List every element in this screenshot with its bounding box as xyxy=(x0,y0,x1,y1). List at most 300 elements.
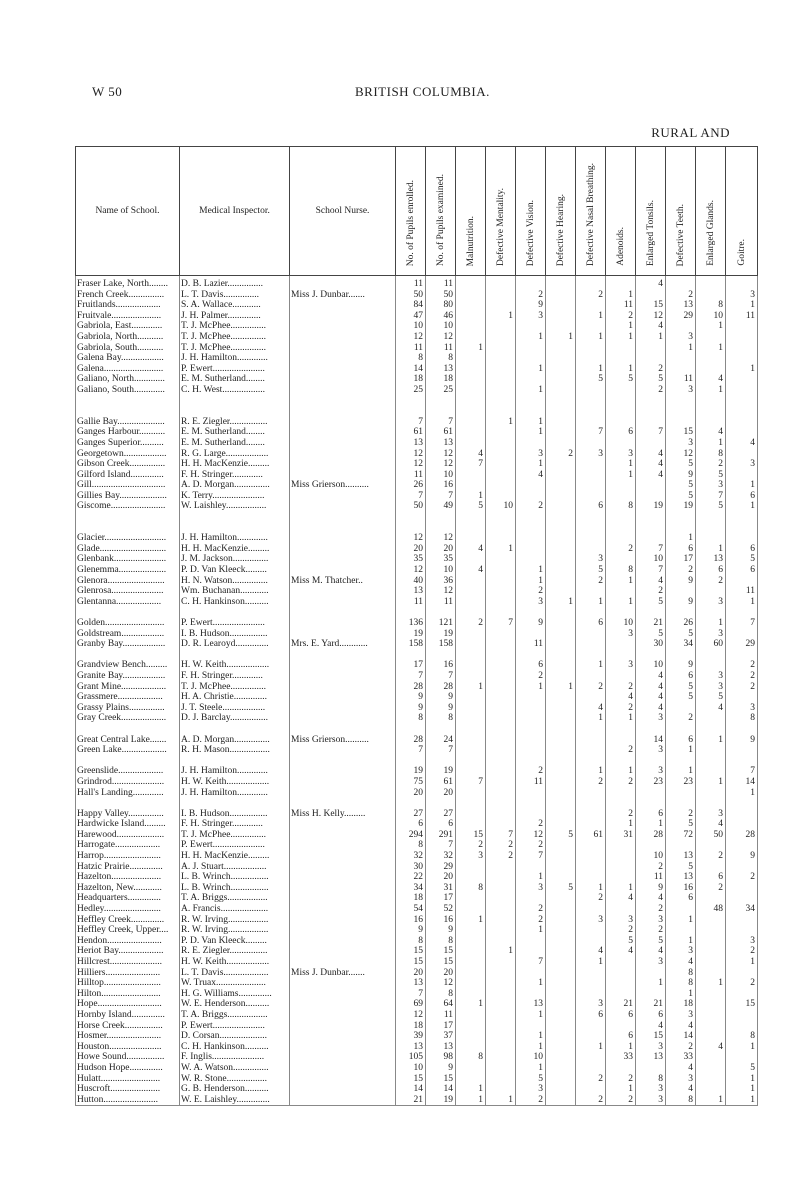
table-cell: 29 xyxy=(666,311,696,322)
table-row xyxy=(76,554,758,565)
table-cell xyxy=(456,809,486,820)
table-cell xyxy=(456,766,486,777)
table-cell: 5 xyxy=(666,459,696,470)
table-cell xyxy=(486,671,516,682)
table-cell: 2 xyxy=(726,671,758,682)
table-cell xyxy=(606,788,636,799)
table-cell: Miss H. Kelly......... xyxy=(290,809,396,820)
table-cell: H. N. Watson............... xyxy=(180,576,290,587)
table-cell: G. B. Henderson.......... xyxy=(180,1084,290,1095)
table-cell: 1 xyxy=(726,1084,758,1095)
table-cell: 4 xyxy=(636,276,666,290)
table-cell xyxy=(546,480,576,491)
table-cell: 13 xyxy=(426,364,456,375)
table-cell xyxy=(576,491,606,502)
table-cell xyxy=(606,798,636,809)
table-cell: 19 xyxy=(636,501,666,512)
table-cell xyxy=(636,989,666,1000)
table-cell xyxy=(290,798,396,809)
table-cell: 12 xyxy=(396,332,426,343)
table-cell: J. M. Jackson............... xyxy=(180,554,290,565)
table-cell xyxy=(696,353,726,364)
table-cell xyxy=(290,904,396,915)
table-cell xyxy=(396,523,426,534)
table-cell: Greenslide................... xyxy=(76,766,180,777)
table-row xyxy=(76,893,758,904)
table-cell xyxy=(666,321,696,332)
table-cell xyxy=(290,745,396,756)
table-cell: 4 xyxy=(696,1042,726,1053)
table-cell: 5 xyxy=(636,597,666,608)
table-cell xyxy=(606,276,636,290)
table-cell xyxy=(516,724,546,735)
table-cell: 10 xyxy=(636,554,666,565)
table-cell: Gibson Creek............... xyxy=(76,459,180,470)
table-cell: 1 xyxy=(576,311,606,322)
table-cell: Hatzic Prairie.............. xyxy=(76,862,180,873)
table-cell: 16 xyxy=(426,480,456,491)
table-cell: 7 xyxy=(426,491,456,502)
table-cell: 12 xyxy=(396,565,426,576)
table-row xyxy=(76,300,758,311)
table-cell: 8 xyxy=(696,449,726,460)
table-cell xyxy=(546,999,576,1010)
table-cell xyxy=(696,946,726,957)
table-cell: 15 xyxy=(726,999,758,1010)
table-cell xyxy=(290,724,396,735)
table-row xyxy=(76,586,758,597)
table-cell xyxy=(546,904,576,915)
table-cell: 2 xyxy=(666,1042,696,1053)
table-cell: 2 xyxy=(606,1095,636,1106)
table-cell: D. R. Learoyd.............. xyxy=(180,639,290,650)
table-cell: A. D. Morgan............... xyxy=(180,735,290,746)
column-header: Defective Hearing. xyxy=(546,147,576,276)
table-cell: 1 xyxy=(606,290,636,301)
table-cell: 17 xyxy=(426,1021,456,1032)
table-cell xyxy=(606,851,636,862)
table-cell: Grindrod...................... xyxy=(76,777,180,788)
table-cell xyxy=(726,915,758,926)
table-cell: 3 xyxy=(516,311,546,322)
table-cell: 3 xyxy=(666,385,696,396)
table-cell: 17 xyxy=(426,893,456,904)
table-cell xyxy=(76,798,180,809)
table-cell xyxy=(290,523,396,534)
table-cell xyxy=(486,523,516,534)
table-cell: 1 xyxy=(666,533,696,544)
table-cell: 1 xyxy=(516,978,546,989)
table-cell: 15 xyxy=(396,957,426,968)
table-cell: 3 xyxy=(636,1084,666,1095)
table-cell xyxy=(666,512,696,523)
table-cell: 3 xyxy=(636,915,666,926)
table-cell xyxy=(486,872,516,883)
table-cell: 11 xyxy=(396,343,426,354)
table-cell xyxy=(456,1063,486,1074)
table-cell xyxy=(486,607,516,618)
table-cell: H. W. Keith.................. xyxy=(180,777,290,788)
table-cell xyxy=(486,756,516,767)
table-cell: 6 xyxy=(666,544,696,555)
table-cell: 60 xyxy=(696,639,726,650)
table-cell xyxy=(456,925,486,936)
table-cell: 25 xyxy=(396,385,426,396)
table-cell xyxy=(576,862,606,873)
table-cell: 6 xyxy=(606,1010,636,1021)
table-row xyxy=(76,276,758,290)
table-cell: Gilford Island.............. xyxy=(76,470,180,481)
table-row xyxy=(76,353,758,364)
table-row-spacer xyxy=(76,724,758,735)
table-cell xyxy=(636,512,666,523)
table-cell: 9 xyxy=(666,660,696,671)
table-cell: 3 xyxy=(606,629,636,640)
table-cell: 1 xyxy=(606,713,636,724)
table-cell: 2 xyxy=(696,883,726,894)
table-cell xyxy=(290,1010,396,1021)
table-cell: 10 xyxy=(636,851,666,862)
table-cell xyxy=(576,1063,606,1074)
table-cell: 7 xyxy=(396,745,426,756)
table-cell: Harrogate................... xyxy=(76,840,180,851)
table-cell xyxy=(486,565,516,576)
table-cell: 3 xyxy=(666,1074,696,1085)
table-cell: T. J. McPhee............... xyxy=(180,332,290,343)
table-cell: H. A. Christie.............. xyxy=(180,692,290,703)
table-cell xyxy=(486,554,516,565)
table-cell: P. Ewert...................... xyxy=(180,840,290,851)
table-cell xyxy=(576,989,606,1000)
table-cell xyxy=(546,1074,576,1085)
table-row xyxy=(76,840,758,851)
table-cell: 6 xyxy=(726,565,758,576)
table-cell xyxy=(456,512,486,523)
table-cell: 12 xyxy=(426,533,456,544)
table-cell xyxy=(486,999,516,1010)
table-cell xyxy=(726,745,758,756)
table-cell xyxy=(456,703,486,714)
table-cell: 11 xyxy=(396,597,426,608)
table-cell: 8 xyxy=(426,936,456,947)
table-cell: 1 xyxy=(606,459,636,470)
table-cell: 18 xyxy=(396,1021,426,1032)
table-cell: 25 xyxy=(426,385,456,396)
table-cell: 6 xyxy=(696,872,726,883)
table-cell: 69 xyxy=(396,999,426,1010)
table-cell xyxy=(546,523,576,534)
table-row xyxy=(76,915,758,926)
table-cell xyxy=(576,819,606,830)
table-cell: 10 xyxy=(516,1052,546,1063)
table-cell xyxy=(516,396,546,407)
table-cell xyxy=(290,449,396,460)
table-cell: Grassmere................... xyxy=(76,692,180,703)
table-cell: 1 xyxy=(636,332,666,343)
table-cell: 15 xyxy=(426,957,456,968)
table-row xyxy=(76,671,758,682)
table-cell xyxy=(546,660,576,671)
table-cell xyxy=(290,703,396,714)
column-header: Defective Vision. xyxy=(516,147,546,276)
table-cell: 26 xyxy=(396,480,426,491)
table-cell xyxy=(456,396,486,407)
table-cell: 7 xyxy=(426,417,456,428)
table-cell xyxy=(516,735,546,746)
table-cell: 3 xyxy=(666,438,696,449)
table-cell: 1 xyxy=(516,682,546,693)
table-cell: 1 xyxy=(696,1095,726,1106)
table-cell xyxy=(726,629,758,640)
table-cell xyxy=(516,692,546,703)
table-cell xyxy=(636,438,666,449)
table-cell: 2 xyxy=(516,290,546,301)
table-cell xyxy=(696,276,726,290)
table-cell xyxy=(546,819,576,830)
table-cell: 3 xyxy=(606,660,636,671)
table-cell xyxy=(456,724,486,735)
table-cell: T. J. McPhee............... xyxy=(180,343,290,354)
table-cell: Green Lake................... xyxy=(76,745,180,756)
table-cell: 1 xyxy=(516,385,546,396)
table-cell xyxy=(180,756,290,767)
table-cell: 19 xyxy=(396,629,426,640)
table-cell: C. H. West.................. xyxy=(180,385,290,396)
table-row xyxy=(76,883,758,894)
table-cell: 28 xyxy=(396,682,426,693)
table-cell xyxy=(456,745,486,756)
table-cell xyxy=(606,554,636,565)
table-cell xyxy=(456,692,486,703)
table-cell: 9 xyxy=(426,1063,456,1074)
table-cell: 19 xyxy=(426,1095,456,1106)
table-cell: 1 xyxy=(666,343,696,354)
table-cell xyxy=(576,1021,606,1032)
table-cell xyxy=(456,311,486,322)
table-cell xyxy=(486,883,516,894)
table-cell xyxy=(546,788,576,799)
table-cell xyxy=(606,1063,636,1074)
table-cell: 1 xyxy=(516,427,546,438)
table-cell xyxy=(666,703,696,714)
table-cell: 27 xyxy=(396,809,426,820)
table-cell xyxy=(606,480,636,491)
table-row xyxy=(76,1052,758,1063)
table-row xyxy=(76,682,758,693)
table-cell xyxy=(666,607,696,618)
table-row xyxy=(76,533,758,544)
table-cell xyxy=(726,1052,758,1063)
table-cell: D. J. Barclay................ xyxy=(180,713,290,724)
table-cell: 50 xyxy=(426,290,456,301)
table-cell: 7 xyxy=(696,491,726,502)
table-cell: 4 xyxy=(456,544,486,555)
table-cell: 11 xyxy=(426,343,456,354)
table-cell xyxy=(606,862,636,873)
table-cell xyxy=(456,798,486,809)
table-cell: Hardwicke Island......... xyxy=(76,819,180,830)
table-cell: 7 xyxy=(636,544,666,555)
table-cell xyxy=(546,756,576,767)
table-cell xyxy=(546,343,576,354)
table-cell: W. E. Henderson.......... xyxy=(180,999,290,1010)
table-cell xyxy=(76,607,180,618)
table-cell: I. B. Hudson................ xyxy=(180,809,290,820)
table-cell: 4 xyxy=(636,576,666,587)
table-cell: 5 xyxy=(516,1074,546,1085)
table-cell: 7 xyxy=(516,851,546,862)
table-cell xyxy=(696,332,726,343)
table-cell: 10 xyxy=(606,618,636,629)
table-cell xyxy=(546,777,576,788)
table-cell: 12 xyxy=(396,533,426,544)
table-cell xyxy=(726,798,758,809)
table-cell: 20 xyxy=(426,544,456,555)
table-cell: 98 xyxy=(426,1052,456,1063)
table-cell xyxy=(486,957,516,968)
table-row xyxy=(76,491,758,502)
table-cell: 4 xyxy=(636,459,666,470)
table-cell xyxy=(696,364,726,375)
table-cell: 13 xyxy=(396,586,426,597)
table-cell: 158 xyxy=(426,639,456,650)
table-cell xyxy=(486,597,516,608)
table-cell xyxy=(696,840,726,851)
table-cell: 7 xyxy=(396,417,426,428)
table-cell: 7 xyxy=(456,777,486,788)
table-cell: 4 xyxy=(696,374,726,385)
table-cell: 1 xyxy=(726,480,758,491)
table-cell xyxy=(516,745,546,756)
table-cell xyxy=(696,650,726,661)
table-cell: Miss J. Dunbar....... xyxy=(290,968,396,979)
table-cell: 11 xyxy=(726,586,758,597)
table-row-spacer xyxy=(76,523,758,534)
table-cell: Glenora........................ xyxy=(76,576,180,587)
table-cell: 2 xyxy=(456,840,486,851)
table-cell: 2 xyxy=(576,777,606,788)
table-cell xyxy=(696,915,726,926)
table-cell: 21 xyxy=(636,999,666,1010)
table-cell xyxy=(486,660,516,671)
table-cell: 1 xyxy=(606,470,636,481)
table-cell xyxy=(516,523,546,534)
table-cell xyxy=(290,501,396,512)
table-cell xyxy=(456,957,486,968)
table-cell: 1 xyxy=(456,999,486,1010)
table-cell xyxy=(486,735,516,746)
table-cell: 1 xyxy=(576,364,606,375)
table-cell: 1 xyxy=(486,1095,516,1106)
table-cell xyxy=(290,766,396,777)
table-cell xyxy=(76,512,180,523)
table-cell: 5 xyxy=(666,491,696,502)
table-cell xyxy=(546,1084,576,1095)
table-row xyxy=(76,1021,758,1032)
table-cell: 50 xyxy=(396,501,426,512)
table-cell: Hutton....................... xyxy=(76,1095,180,1106)
table-cell xyxy=(486,576,516,587)
table-cell: 16 xyxy=(396,915,426,926)
table-cell xyxy=(636,1063,666,1074)
table-cell xyxy=(696,745,726,756)
table-cell: 12 xyxy=(426,449,456,460)
table-cell xyxy=(576,692,606,703)
table-cell: 2 xyxy=(576,682,606,693)
table-row xyxy=(76,576,758,587)
column-header: School Nurse. xyxy=(290,147,396,276)
table-cell xyxy=(576,639,606,650)
table-cell: 7 xyxy=(726,766,758,777)
table-cell: J. H. Hamilton............. xyxy=(180,788,290,799)
table-cell xyxy=(726,406,758,417)
table-cell: Miss M. Thatcher.. xyxy=(290,576,396,587)
table-cell xyxy=(76,523,180,534)
table-cell: D. B. Lazier............... xyxy=(180,276,290,290)
table-cell: 8 xyxy=(426,989,456,1000)
table-cell xyxy=(486,703,516,714)
table-cell: 40 xyxy=(396,576,426,587)
table-row xyxy=(76,904,758,915)
table-cell xyxy=(726,276,758,290)
table-cell: 8 xyxy=(396,840,426,851)
table-cell xyxy=(546,618,576,629)
table-row xyxy=(76,321,758,332)
table-row xyxy=(76,385,758,396)
table-cell: 3 xyxy=(456,851,486,862)
table-cell xyxy=(606,406,636,417)
table-cell: 9 xyxy=(516,300,546,311)
table-cell: 5 xyxy=(696,470,726,481)
table-cell xyxy=(576,925,606,936)
table-cell xyxy=(696,1052,726,1063)
table-cell xyxy=(180,406,290,417)
table-cell: Gallie Bay.................... xyxy=(76,417,180,428)
table-cell xyxy=(576,745,606,756)
table-cell: 1 xyxy=(516,576,546,587)
table-row xyxy=(76,862,758,873)
table-cell: 1 xyxy=(636,978,666,989)
table-cell: W. A. Watson............... xyxy=(180,1063,290,1074)
table-cell xyxy=(696,756,726,767)
table-cell: 7 xyxy=(396,989,426,1000)
table-cell xyxy=(290,872,396,883)
table-cell xyxy=(726,1010,758,1021)
table-cell: 12 xyxy=(396,1010,426,1021)
table-cell: 15 xyxy=(666,427,696,438)
table-cell xyxy=(546,692,576,703)
table-cell: 1 xyxy=(666,915,696,926)
table-cell xyxy=(456,427,486,438)
table-cell xyxy=(486,936,516,947)
table-cell: Fruitlands................... xyxy=(76,300,180,311)
table-cell xyxy=(486,276,516,290)
table-row-spacer xyxy=(76,798,758,809)
table-row xyxy=(76,629,758,640)
table-cell: 14 xyxy=(726,777,758,788)
table-cell xyxy=(456,321,486,332)
table-cell xyxy=(426,523,456,534)
table-cell: 294 xyxy=(396,830,426,841)
table-cell xyxy=(606,957,636,968)
table-row xyxy=(76,713,758,724)
table-cell xyxy=(726,533,758,544)
table-cell: Galena Bay.................. xyxy=(76,353,180,364)
table-cell: 23 xyxy=(666,777,696,788)
table-cell xyxy=(546,925,576,936)
table-cell: L. T. Davis............... xyxy=(180,290,290,301)
table-cell xyxy=(636,343,666,354)
